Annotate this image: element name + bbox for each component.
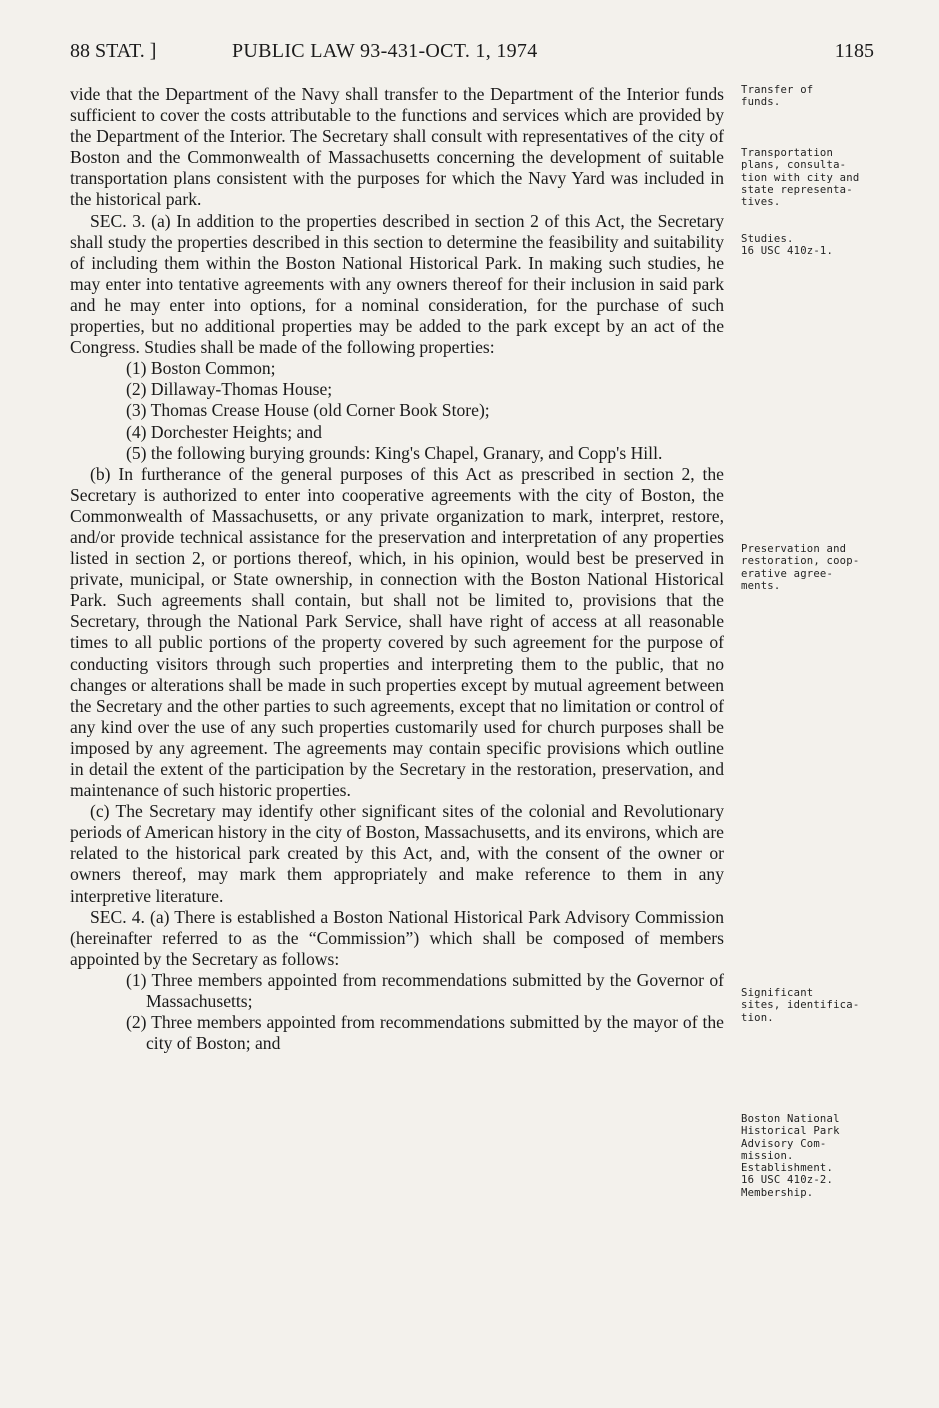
- list-item: (4) Dorchester Heights; and: [126, 421, 322, 442]
- margin-note-transfer: Transfer of funds.: [741, 84, 814, 109]
- statute-reference: 88 STAT. ]: [70, 40, 157, 62]
- section-3-text: (a) In addition to the properties described in section 2 of this Act, the Secretary shall study the properties described in this section to determine the feasibility and suitability of including them within the Boston National Historical Park. In making such studies, he may enter into tentative agreements with any owners thereof for their inclusion in said park and he may enter into options, for a nominal consideration, for the purchase of such properties, but no additional properties may be added to the park except by an act of the Congress. Studies shall be made of the following properties:: [70, 210, 724, 358]
- body-text: [70, 84, 724, 1054]
- section-3-paragraph-a: [70, 211, 724, 359]
- list-item: (3) Thomas Crease House (old Corner Book Store);: [126, 400, 490, 421]
- list-item: (5) the following burying grounds: King's Chapel, Granary, and Copp's Hill.: [126, 442, 663, 463]
- margin-note-significant-sites: Significant sites, identifica- tion.: [741, 987, 860, 1024]
- list-item: (1) Boston Common;: [126, 358, 276, 379]
- section-4-label: SEC. 4.: [90, 906, 145, 927]
- paragraph-transfer: vide that the Department of the Navy shall transfer to the Department of the Interior funds sufficient to cover the costs attributable to the functions and services which are provided by the Department of the Interior. The Secretary shall consult with representatives of the city of Boston and the Commonwealth of Massachusetts concerning the development of suitable transportation plans consistent with the purposes for which the Navy Yard was included in the historical park.: [70, 84, 724, 210]
- law-title: PUBLIC LAW 93-431-OCT. 1, 1974: [232, 40, 538, 62]
- section-4-text: (a) There is established a Boston National Historical Park Advisory Commission (hereinafter referred to as the “Commission”) which shall be composed of members appointed by the Secretary as follows:: [70, 906, 724, 969]
- margin-note-transportation: Transportation plans, consulta- tion with city and state representa- tives.: [741, 147, 860, 209]
- section-3-paragraph-b: (b) In furtherance of the general purposes of this Act as prescribed in section 2, the Secretary is authorized to enter into cooperative agreements with the city of Boston, the Commonwealth of Massachusetts, or any private organization to mark, interpret, restore, and/or provide technical assistance for the preservation and interpretation of any properties listed in section 2, or portions thereof, which, in his opinion, would best be preserved in private, municipal, or State ownership, in connection with the Boston National Historical Park. Such agreements shall contain, but shall not be limited to, provisions that the Secretary, through the National Park Service, shall have right of access at all reasonable times to all public portions of the property covered by such agreement for the purpose of conducting visitors through such properties and interpreting them to the public, that no changes or alterations shall be made in such properties except by mutual agreement between the Secretary and the other parties to such agreements, except that no limitation or control of any kind over the use of any such properties customarily used for church purposes shall be imposed by any agreement. The agreements may contain specific provisions which outline in detail the extent of the participation by the Secretary in the restoration, preservation, and maintenance of such historic properties.: [70, 463, 724, 801]
- margin-note-preservation: Preservation and restoration, coop- erative agree- ments.: [741, 543, 860, 592]
- list-item: (1) Three members appointed from recommendations submitted by the Governor of Massachusetts;: [126, 969, 724, 1012]
- page-header: [70, 40, 874, 70]
- margin-note-studies: Studies. 16 USC 410z-1.: [741, 233, 834, 258]
- list-item: (2) Dillaway-Thomas House;: [126, 379, 333, 400]
- page-number: 1185: [834, 40, 874, 62]
- section-3-label: SEC. 3.: [90, 210, 146, 231]
- list-item: (2) Three members appointed from recommendations submitted by the mayor of the city of Boston; and: [126, 1012, 724, 1054]
- section-4-paragraph-a: [70, 907, 724, 970]
- margin-note-advisory-commission: Boston National Historical Park Advisory Com- mission. Establishment. 16 USC 410z-2. Membership.: [741, 1113, 840, 1199]
- section-3-paragraph-c: (c) The Secretary may identify other significant sites of the colonial and Revolutionary periods of American history in the city of Boston, Massachusetts, and its environs, which are related to the historical park created by this Act, and, with the consent of the owner or owners thereof, may mark them appropriately and make reference to them in any interpretive literature.: [70, 801, 724, 906]
